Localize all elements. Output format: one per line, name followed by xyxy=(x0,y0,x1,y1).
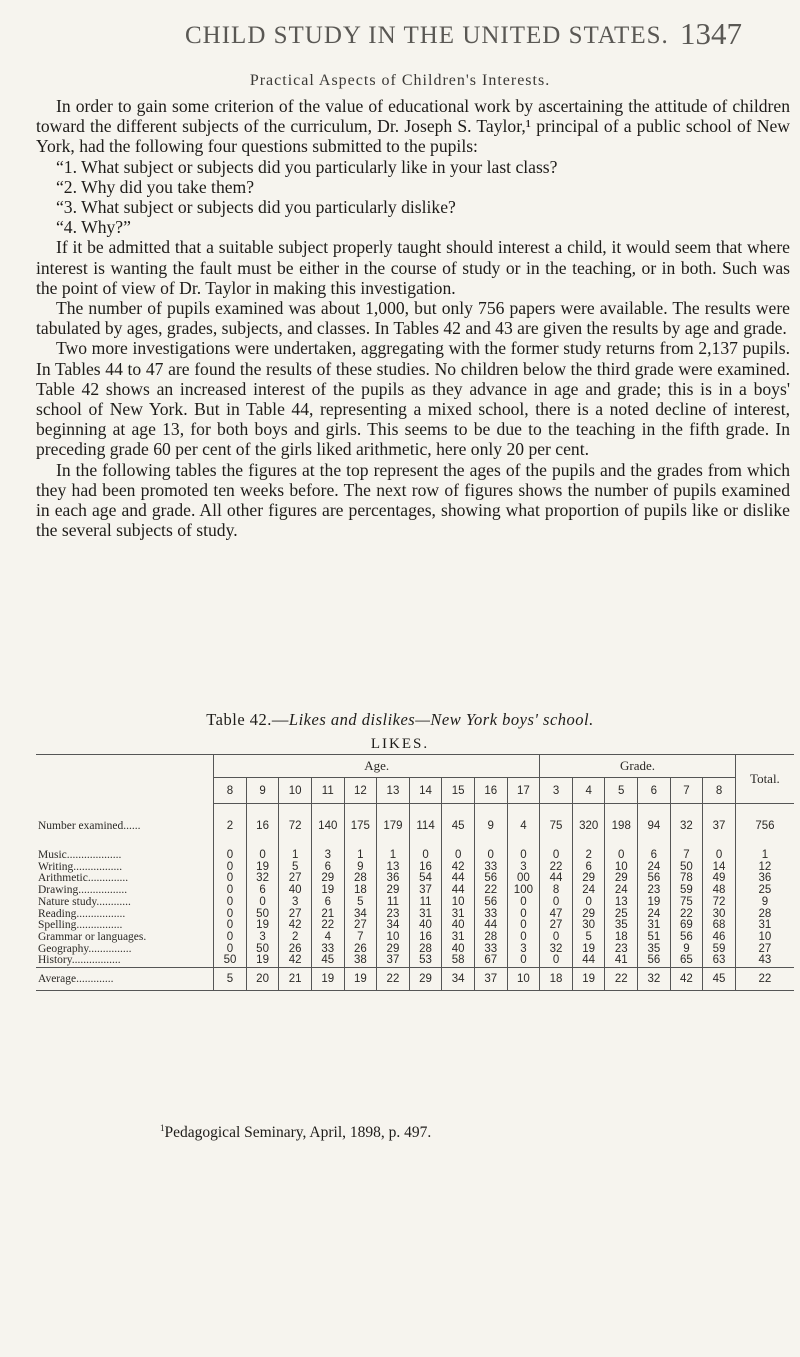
table-cell: 0 xyxy=(214,944,247,956)
row-label: History................. xyxy=(38,955,121,967)
table-cell: 9 xyxy=(735,897,794,909)
table-cell: 19 xyxy=(246,955,279,967)
table-cell: 22 xyxy=(540,862,573,874)
column-header: 12 xyxy=(344,778,377,804)
table-cell: 33 xyxy=(311,944,344,956)
table-caption-prefix: Table 42.— xyxy=(206,710,289,729)
table-cell: 10 xyxy=(735,932,794,944)
table-cell: 3 xyxy=(507,944,540,956)
table-cell: 19 xyxy=(246,920,279,932)
table-cell: 179 xyxy=(377,804,410,849)
table-cell: 75 xyxy=(540,804,573,849)
table-cell: 21 xyxy=(311,909,344,921)
row-label: Drawing................. xyxy=(38,885,128,897)
table-cell: 0 xyxy=(507,932,540,944)
table-cell: 24 xyxy=(638,862,671,874)
table-cell: 19 xyxy=(572,968,605,991)
running-title: CHILD STUDY IN THE UNITED STATES. xyxy=(185,22,669,49)
footnote-text: Pedagogical Seminary, April, 1898, p. 497. xyxy=(164,1124,432,1142)
table-cell: 36 xyxy=(735,873,794,885)
row-label: Music................... xyxy=(38,850,122,861)
table-cell: 0 xyxy=(246,897,279,909)
table-cell: 40 xyxy=(279,885,312,897)
page-header xyxy=(0,14,800,54)
table-caption xyxy=(0,710,800,730)
table-cell: 9 xyxy=(344,862,377,874)
table-cell: 75 xyxy=(670,897,703,909)
table-cell: 16 xyxy=(246,804,279,849)
table-cell: 5 xyxy=(572,932,605,944)
table-cell: 29 xyxy=(409,968,442,991)
row-label: Grammar or languages. xyxy=(38,931,147,943)
table-cell: 3 xyxy=(246,932,279,944)
table-cell: 0 xyxy=(214,909,247,921)
table-cell: 0 xyxy=(214,932,247,944)
table-cell: 47 xyxy=(540,909,573,921)
table-cell: 27 xyxy=(344,920,377,932)
table-cell: 32 xyxy=(246,873,279,885)
number-examined-row xyxy=(36,804,794,849)
row-label: Arithmetic.............. xyxy=(38,873,129,885)
table-cell: 13 xyxy=(377,862,410,874)
table-cell: 13 xyxy=(605,897,638,909)
table-cell: 35 xyxy=(605,920,638,932)
table-cell: 65 xyxy=(670,955,703,967)
table-cell: 28 xyxy=(474,932,507,944)
table-cell: 0 xyxy=(605,850,638,862)
table-cell: 22 xyxy=(474,885,507,897)
table-cell: 19 xyxy=(311,968,344,991)
table-cell: 5 xyxy=(344,897,377,909)
table-cell: 4 xyxy=(507,804,540,849)
footnote xyxy=(160,1123,431,1142)
total-header: Total. xyxy=(735,755,794,804)
table-cell: 0 xyxy=(214,862,247,874)
table-cell: 22 xyxy=(670,909,703,921)
table-row xyxy=(36,850,794,862)
table-cell: 45 xyxy=(442,804,475,849)
table-cell: 9 xyxy=(474,804,507,849)
table-cell: 24 xyxy=(572,885,605,897)
table-cell: 0 xyxy=(540,850,573,862)
body-text xyxy=(36,96,790,540)
table-cell: 22 xyxy=(311,920,344,932)
table-cell: 22 xyxy=(605,968,638,991)
age-group-header: Age. xyxy=(214,755,540,778)
table-cell: 22 xyxy=(377,968,410,991)
question: “3. What subject or subjects did you particularly dislike? xyxy=(56,197,456,218)
column-header: 15 xyxy=(442,778,475,804)
table-cell: 0 xyxy=(409,850,442,862)
footnote-marker: 1 xyxy=(160,1123,165,1133)
table-cell: 51 xyxy=(638,932,671,944)
table-cell: 59 xyxy=(703,944,736,956)
table-cell: 16 xyxy=(409,862,442,874)
table-cell: 50 xyxy=(246,944,279,956)
table-row xyxy=(36,897,794,909)
table-cell: 3 xyxy=(311,850,344,862)
table-cell: 41 xyxy=(605,955,638,967)
table-cell: 44 xyxy=(572,955,605,967)
table-cell: 21 xyxy=(279,968,312,991)
table-cell: 0 xyxy=(540,932,573,944)
column-header: 17 xyxy=(507,778,540,804)
table-cell: 42 xyxy=(279,955,312,967)
table-cell: 56 xyxy=(638,873,671,885)
row-label: Writing................. xyxy=(38,861,123,873)
table-cell: 1 xyxy=(735,850,794,862)
table-cell: 5 xyxy=(279,862,312,874)
table-cell: 37 xyxy=(409,885,442,897)
grade-group-header: Grade. xyxy=(540,755,736,778)
table-cell: 19 xyxy=(344,968,377,991)
table-cell: 29 xyxy=(572,909,605,921)
table-cell: 23 xyxy=(638,885,671,897)
table-cell: 7 xyxy=(344,932,377,944)
table-cell: 40 xyxy=(442,920,475,932)
table-cell: 69 xyxy=(670,920,703,932)
table-cell: 35 xyxy=(638,944,671,956)
table-cell: 44 xyxy=(442,873,475,885)
table-cell: 25 xyxy=(735,885,794,897)
table-cell: 0 xyxy=(572,897,605,909)
table-cell: 42 xyxy=(442,862,475,874)
table-cell: 1 xyxy=(344,850,377,862)
paragraph: Two more investigations were undertaken, aggregating with the former study returns from 2,137 pupils. In Tables 44 to 47 are found the results of these studies. No children below the third grade were examined. Table 42 shows an increased interest of the pupils as they advance in age and grade; this is in a boys' school of New York. But in Table 44, representing a mixed school, there is a noted decline of interest, beginning at age 13, for both boys and girls. This seems to be due to the teaching in the fifth grade. In preceding grade 60 per cent of the girls liked arithmetic, here only 20 per cent. xyxy=(36,338,790,460)
table-cell: 37 xyxy=(703,804,736,849)
column-header: 5 xyxy=(605,778,638,804)
table-cell: 22 xyxy=(735,968,794,991)
question: “1. What subject or subjects did you particularly like in your last class? xyxy=(56,156,558,177)
column-header: 10 xyxy=(279,778,312,804)
table-cell: 42 xyxy=(670,968,703,991)
question: “4. Why?” xyxy=(56,217,131,238)
table-cell: 94 xyxy=(638,804,671,849)
table-cell: 56 xyxy=(638,955,671,967)
table-cell: 175 xyxy=(344,804,377,849)
table-cell: 0 xyxy=(474,850,507,862)
table-cell: 8 xyxy=(540,885,573,897)
table-cell: 320 xyxy=(572,804,605,849)
table-cell: 50 xyxy=(214,955,247,967)
table-cell: 18 xyxy=(540,968,573,991)
table-cell: 33 xyxy=(474,909,507,921)
table-cell: 54 xyxy=(409,873,442,885)
average-row xyxy=(36,968,794,991)
table-cell: 0 xyxy=(540,897,573,909)
column-header: 4 xyxy=(572,778,605,804)
table-cell: 29 xyxy=(605,873,638,885)
table-cell: 3 xyxy=(279,897,312,909)
table-cell: 19 xyxy=(638,897,671,909)
table-cell: 67 xyxy=(474,955,507,967)
table-cell: 30 xyxy=(572,920,605,932)
column-header: 9 xyxy=(246,778,279,804)
table-cell: 140 xyxy=(311,804,344,849)
table-cell: 26 xyxy=(344,944,377,956)
table-cell: 28 xyxy=(344,873,377,885)
table-cell: 0 xyxy=(214,920,247,932)
table-cell: 78 xyxy=(670,873,703,885)
table-cell: 6 xyxy=(311,862,344,874)
table-cell: 19 xyxy=(246,862,279,874)
table-cell: 56 xyxy=(670,932,703,944)
table-cell: 10 xyxy=(605,862,638,874)
table-cell: 26 xyxy=(279,944,312,956)
likes-heading: LIKES. xyxy=(370,736,430,752)
row-label: Geography............... xyxy=(38,943,132,955)
table-cell: 40 xyxy=(409,920,442,932)
table-caption-title: Likes and dislikes—New York boys' school. xyxy=(288,710,594,729)
row-label: Nature study............ xyxy=(38,896,131,908)
table-cell: 19 xyxy=(572,944,605,956)
table-cell: 12 xyxy=(735,862,794,874)
table-cell: 16 xyxy=(409,932,442,944)
table-cell: 0 xyxy=(214,873,247,885)
column-header: 13 xyxy=(377,778,410,804)
table-cell: 29 xyxy=(311,873,344,885)
table-cell: 0 xyxy=(246,850,279,862)
table-cell: 14 xyxy=(703,862,736,874)
table-cell: 6 xyxy=(572,862,605,874)
table-cell: 56 xyxy=(474,897,507,909)
table-cell: 30 xyxy=(703,909,736,921)
table-cell: 49 xyxy=(703,873,736,885)
table-cell: 34 xyxy=(377,920,410,932)
table-cell: 31 xyxy=(442,909,475,921)
table-cell: 756 xyxy=(735,804,794,849)
table-cell: 0 xyxy=(540,955,573,967)
table-cell: 11 xyxy=(409,897,442,909)
table-cell: 25 xyxy=(605,909,638,921)
paragraph: In order to gain some criterion of the value of educational work by ascertaining the attitude of children toward the different subjects of the curriculum, Dr. Joseph S. Taylor,¹ principal of a public school of New York, had the following four questions submitted to the pupils: xyxy=(36,96,790,157)
table-cell: 31 xyxy=(735,920,794,932)
table-cell: 10 xyxy=(442,897,475,909)
paragraph: The number of pupils examined was about 1,000, but only 756 papers were available. The results were tabulated by ages, grades, subjects, and classes. In Tables 42 and 43 are given the results by age and grade. xyxy=(36,298,790,339)
table-cell: 00 xyxy=(507,873,540,885)
table-cell: 0 xyxy=(442,850,475,862)
table-cell: 32 xyxy=(638,968,671,991)
table-cell: 2 xyxy=(572,850,605,862)
section-title: Practical Aspects of Children's Interests. xyxy=(249,72,551,89)
table-cell: 0 xyxy=(507,897,540,909)
table-cell: 0 xyxy=(507,850,540,862)
table-cell: 44 xyxy=(474,920,507,932)
table-cell: 0 xyxy=(214,850,247,862)
table-cell: 6 xyxy=(311,897,344,909)
table-cell: 29 xyxy=(377,944,410,956)
table-cell: 24 xyxy=(605,885,638,897)
table-cell: 2 xyxy=(279,932,312,944)
table-cell: 27 xyxy=(279,873,312,885)
table-cell: 31 xyxy=(638,920,671,932)
likes-table xyxy=(36,754,794,991)
column-header: 11 xyxy=(311,778,344,804)
table-cell: 37 xyxy=(474,968,507,991)
table-cell: 33 xyxy=(474,862,507,874)
column-header: 8 xyxy=(214,778,247,804)
table-cell: 31 xyxy=(442,932,475,944)
table-row xyxy=(36,932,794,944)
table-cell: 68 xyxy=(703,920,736,932)
table-cell: 53 xyxy=(409,955,442,967)
table-cell: 3 xyxy=(507,862,540,874)
table-cell: 198 xyxy=(605,804,638,849)
question: “2. Why did you take them? xyxy=(56,176,255,197)
column-header: 3 xyxy=(540,778,573,804)
table-cell: 33 xyxy=(474,944,507,956)
column-header: 16 xyxy=(474,778,507,804)
paragraph: If it be admitted that a suitable subject properly taught should interest a child, it would seem that where interest is wanting the fault must be either in the course of study or in the teaching, or in both. Such was the point of view of Dr. Taylor in making this investigation. xyxy=(36,237,790,298)
table-cell: 11 xyxy=(377,897,410,909)
table-cell: 37 xyxy=(377,955,410,967)
table-cell: 72 xyxy=(279,804,312,849)
row-label: Reading................. xyxy=(38,908,126,920)
table-cell: 0 xyxy=(214,885,247,897)
table-cell: 48 xyxy=(703,885,736,897)
table-cell: 45 xyxy=(311,955,344,967)
table-cell: 38 xyxy=(344,955,377,967)
table-row xyxy=(36,955,794,967)
table-cell: 28 xyxy=(735,909,794,921)
row-label: Number examined...... xyxy=(38,819,141,832)
table-cell: 27 xyxy=(540,920,573,932)
table-cell: 46 xyxy=(703,932,736,944)
column-header: 6 xyxy=(638,778,671,804)
table-cell: 56 xyxy=(474,873,507,885)
table-cell: 0 xyxy=(214,897,247,909)
table-cell: 0 xyxy=(507,909,540,921)
table-cell: 58 xyxy=(442,955,475,967)
table-cell: 59 xyxy=(670,885,703,897)
page-number: 1347 xyxy=(680,16,742,51)
table-cell: 32 xyxy=(670,804,703,849)
table-cell: 0 xyxy=(507,955,540,967)
table-cell: 44 xyxy=(442,885,475,897)
table-cell: 2 xyxy=(214,804,247,849)
table-cell: 63 xyxy=(703,955,736,967)
table-cell: 114 xyxy=(409,804,442,849)
row-label: Spelling................ xyxy=(38,920,123,932)
table-cell: 0 xyxy=(703,850,736,862)
table-cell: 100 xyxy=(507,885,540,897)
table-cell: 0 xyxy=(507,920,540,932)
table-cell: 10 xyxy=(507,968,540,991)
table-cell: 72 xyxy=(703,897,736,909)
table-cell: 1 xyxy=(377,850,410,862)
table-cell: 10 xyxy=(377,932,410,944)
column-header: 7 xyxy=(670,778,703,804)
table-cell: 34 xyxy=(344,909,377,921)
table-cell: 28 xyxy=(409,944,442,956)
table-cell: 45 xyxy=(703,968,736,991)
table-cell: 27 xyxy=(735,944,794,956)
table-cell: 40 xyxy=(442,944,475,956)
column-header: 8 xyxy=(703,778,736,804)
table-cell: 18 xyxy=(605,932,638,944)
table-cell: 32 xyxy=(540,944,573,956)
table-cell: 43 xyxy=(735,955,794,967)
table-cell: 50 xyxy=(246,909,279,921)
table-cell: 20 xyxy=(246,968,279,991)
table-cell: 7 xyxy=(670,850,703,862)
table-cell: 50 xyxy=(670,862,703,874)
table-cell: 1 xyxy=(279,850,312,862)
table-cell: 29 xyxy=(377,885,410,897)
row-label: Average............. xyxy=(36,968,214,991)
table-cell: 29 xyxy=(572,873,605,885)
table-cell: 36 xyxy=(377,873,410,885)
table-cell: 19 xyxy=(311,885,344,897)
table-cell: 44 xyxy=(540,873,573,885)
table-cell: 24 xyxy=(638,909,671,921)
table-cell: 6 xyxy=(246,885,279,897)
table-cell: 18 xyxy=(344,885,377,897)
table-cell: 31 xyxy=(409,909,442,921)
table-cell: 4 xyxy=(311,932,344,944)
table-cell: 23 xyxy=(605,944,638,956)
paragraph: In the following tables the figures at the top represent the ages of the pupils and the grades from which they had been promoted ten weeks before. The next row of figures shows the number of pupils examined in each age and grade. All other figures are percentages, showing what proportion of pupils like or dislike the several subjects of study. xyxy=(36,459,790,541)
column-header: 14 xyxy=(409,778,442,804)
table-cell: 23 xyxy=(377,909,410,921)
table-cell: 5 xyxy=(214,968,247,991)
table-cell: 42 xyxy=(279,920,312,932)
table-cell: 27 xyxy=(279,909,312,921)
table-cell: 6 xyxy=(638,850,671,862)
table-cell: 34 xyxy=(442,968,475,991)
table-cell: 9 xyxy=(670,944,703,956)
